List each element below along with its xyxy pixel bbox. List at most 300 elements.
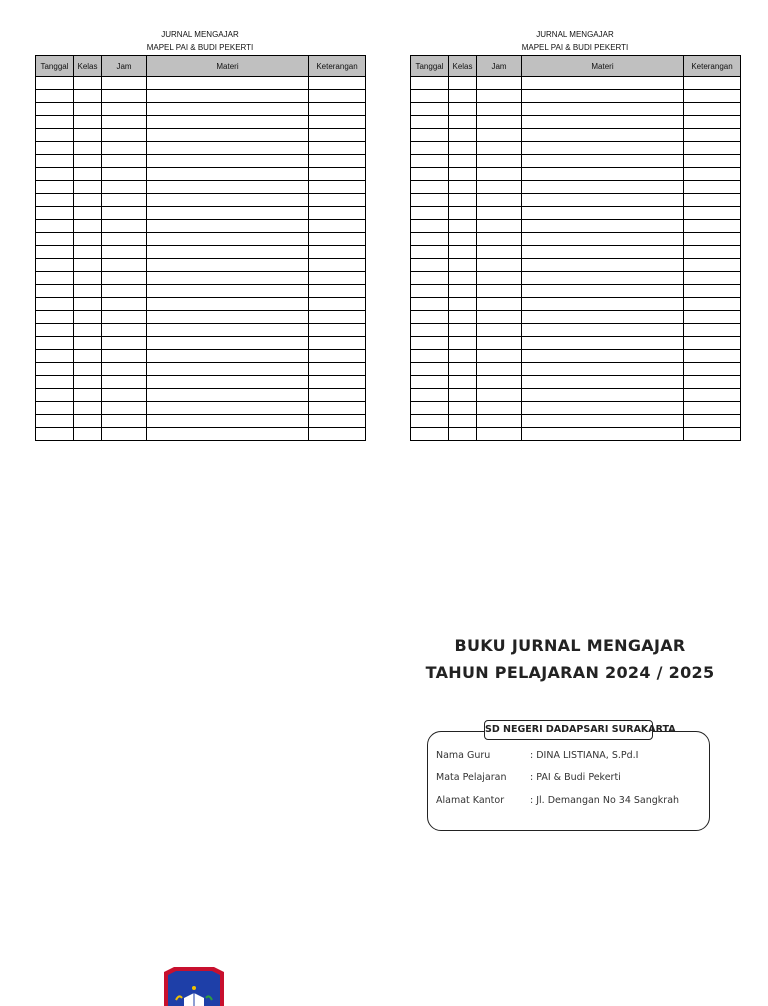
table-cell <box>477 389 522 402</box>
journal-title <box>35 28 365 54</box>
table-cell <box>102 298 147 311</box>
table-cell <box>74 246 102 259</box>
table-row <box>411 285 741 298</box>
table-cell <box>522 155 684 168</box>
table-cell <box>309 220 366 233</box>
table-cell <box>309 233 366 246</box>
table-cell <box>411 155 449 168</box>
table-row <box>411 402 741 415</box>
journal-grid <box>35 55 366 441</box>
journal-title-line2: MAPEL PAI & BUDI PEKERTI <box>146 43 254 52</box>
table-row <box>36 77 366 90</box>
table-cell <box>74 415 102 428</box>
table-cell <box>36 376 74 389</box>
table-cell <box>147 350 309 363</box>
table-cell <box>522 324 684 337</box>
table-cell <box>411 324 449 337</box>
table-cell <box>684 103 741 116</box>
table-cell <box>36 142 74 155</box>
table-cell <box>684 246 741 259</box>
table-cell <box>102 389 147 402</box>
info-row-office-address <box>436 795 679 806</box>
table-cell <box>74 116 102 129</box>
table-row <box>411 389 741 402</box>
table-cell <box>36 246 74 259</box>
table-cell <box>147 77 309 90</box>
table-cell <box>411 350 449 363</box>
table-cell <box>522 142 684 155</box>
table-cell <box>684 142 741 155</box>
table-cell <box>522 194 684 207</box>
table-cell <box>147 389 309 402</box>
table-cell <box>309 168 366 181</box>
table-cell <box>309 129 366 142</box>
table-row <box>36 155 366 168</box>
table-row <box>411 376 741 389</box>
col-header-keterangan: Keterangan <box>309 56 366 77</box>
table-cell <box>522 428 684 441</box>
table-cell <box>477 142 522 155</box>
table-cell <box>309 207 366 220</box>
table-row <box>411 129 741 142</box>
info-value: : DINA LISTIANA, S.Pd.I <box>530 750 639 761</box>
table-row <box>36 324 366 337</box>
table-cell <box>411 142 449 155</box>
table-cell <box>411 168 449 181</box>
table-cell <box>74 90 102 103</box>
table-row <box>36 246 366 259</box>
table-row <box>411 233 741 246</box>
table-cell <box>74 311 102 324</box>
table-row <box>411 90 741 103</box>
table-cell <box>309 103 366 116</box>
table-cell <box>309 428 366 441</box>
table-cell <box>102 116 147 129</box>
table-cell <box>684 77 741 90</box>
table-cell <box>147 415 309 428</box>
table-cell <box>309 142 366 155</box>
col-header-tanggal: Tanggal <box>411 56 449 77</box>
table-cell <box>102 142 147 155</box>
table-cell <box>522 233 684 246</box>
table-cell <box>74 363 102 376</box>
info-label: Alamat Kantor <box>436 795 505 806</box>
table-row <box>411 428 741 441</box>
table-row <box>411 168 741 181</box>
table-cell <box>147 207 309 220</box>
table-row <box>36 220 366 233</box>
table-cell <box>36 90 74 103</box>
table-cell <box>309 285 366 298</box>
table-cell <box>411 233 449 246</box>
table-row <box>36 207 366 220</box>
table-cell <box>102 428 147 441</box>
table-cell <box>522 129 684 142</box>
table-row <box>411 415 741 428</box>
table-cell <box>74 233 102 246</box>
table-cell <box>74 337 102 350</box>
table-cell <box>477 168 522 181</box>
table-cell <box>74 155 102 168</box>
table-cell <box>684 272 741 285</box>
table-cell <box>102 90 147 103</box>
school-name-label: SD NEGERI DADAPSARI SURAKARTA <box>484 720 653 740</box>
table-cell <box>477 324 522 337</box>
table-cell <box>74 285 102 298</box>
table-cell <box>477 376 522 389</box>
journal-title <box>410 28 740 54</box>
table-row <box>411 194 741 207</box>
col-header-materi: Materi <box>522 56 684 77</box>
table-cell <box>36 311 74 324</box>
journal-grid <box>410 55 741 441</box>
table-cell <box>449 337 477 350</box>
table-cell <box>102 103 147 116</box>
table-cell <box>147 272 309 285</box>
table-cell <box>36 389 74 402</box>
table-cell <box>411 77 449 90</box>
table-cell <box>74 350 102 363</box>
table-cell <box>36 155 74 168</box>
table-cell <box>147 116 309 129</box>
table-cell <box>147 194 309 207</box>
table-cell <box>411 194 449 207</box>
info-label: Nama Guru <box>436 750 491 761</box>
table-cell <box>411 272 449 285</box>
table-cell <box>522 402 684 415</box>
table-row <box>36 194 366 207</box>
table-row <box>36 233 366 246</box>
table-cell <box>102 363 147 376</box>
table-cell <box>309 402 366 415</box>
table-cell <box>477 220 522 233</box>
col-header-jam: Jam <box>102 56 147 77</box>
table-cell <box>102 415 147 428</box>
table-cell <box>477 77 522 90</box>
table-cell <box>147 246 309 259</box>
table-cell <box>309 337 366 350</box>
table-cell <box>309 90 366 103</box>
table-cell <box>522 168 684 181</box>
table-cell <box>411 337 449 350</box>
table-cell <box>36 233 74 246</box>
table-row <box>36 142 366 155</box>
table-cell <box>411 298 449 311</box>
table-cell <box>147 142 309 155</box>
table-cell <box>102 207 147 220</box>
table-row <box>411 155 741 168</box>
table-cell <box>684 155 741 168</box>
table-row <box>36 311 366 324</box>
table-cell <box>36 220 74 233</box>
table-cell <box>449 298 477 311</box>
table-cell <box>36 168 74 181</box>
table-cell <box>522 350 684 363</box>
table-cell <box>411 103 449 116</box>
journal-table-right <box>410 28 740 441</box>
table-cell <box>36 129 74 142</box>
table-cell <box>36 207 74 220</box>
table-row <box>36 402 366 415</box>
table-cell <box>147 220 309 233</box>
table-cell <box>309 246 366 259</box>
table-cell <box>102 350 147 363</box>
info-label: Mata Pelajaran <box>436 772 507 783</box>
table-cell <box>449 311 477 324</box>
table-row <box>36 259 366 272</box>
table-cell <box>36 116 74 129</box>
table-cell <box>147 233 309 246</box>
table-cell <box>102 168 147 181</box>
table-row <box>36 116 366 129</box>
table-cell <box>449 415 477 428</box>
table-row <box>36 337 366 350</box>
table-cell <box>411 311 449 324</box>
table-cell <box>411 246 449 259</box>
table-cell <box>102 246 147 259</box>
table-cell <box>74 77 102 90</box>
table-row <box>36 415 366 428</box>
table-cell <box>147 90 309 103</box>
table-cell <box>74 207 102 220</box>
table-row <box>36 285 366 298</box>
table-cell <box>102 376 147 389</box>
table-cell <box>411 402 449 415</box>
table-cell <box>449 389 477 402</box>
table-row <box>411 324 741 337</box>
table-cell <box>684 376 741 389</box>
table-cell <box>449 142 477 155</box>
table-cell <box>477 90 522 103</box>
table-row <box>411 298 741 311</box>
table-cell <box>147 402 309 415</box>
table-cell <box>147 259 309 272</box>
table-cell <box>74 389 102 402</box>
table-cell <box>411 181 449 194</box>
table-cell <box>147 285 309 298</box>
table-row <box>411 311 741 324</box>
table-cell <box>522 337 684 350</box>
table-cell <box>449 246 477 259</box>
table-cell <box>102 324 147 337</box>
table-cell <box>449 168 477 181</box>
col-header-keterangan: Keterangan <box>684 56 741 77</box>
table-cell <box>36 103 74 116</box>
table-cell <box>102 181 147 194</box>
table-cell <box>102 311 147 324</box>
table-cell <box>477 285 522 298</box>
table-cell <box>36 259 74 272</box>
table-cell <box>449 428 477 441</box>
journal-title-line1: JURNAL MENGAJAR <box>161 30 239 39</box>
table-cell <box>74 272 102 285</box>
table-cell <box>309 389 366 402</box>
table-row <box>36 363 366 376</box>
table-cell <box>147 311 309 324</box>
table-cell <box>477 337 522 350</box>
table-cell <box>102 272 147 285</box>
table-cell <box>477 363 522 376</box>
info-value: : Jl. Demangan No 34 Sangkrah <box>530 795 680 806</box>
table-cell <box>309 363 366 376</box>
table-row <box>411 350 741 363</box>
journal-title-line2: MAPEL PAI & BUDI PEKERTI <box>521 43 629 52</box>
table-row <box>36 129 366 142</box>
table-cell <box>411 207 449 220</box>
table-cell <box>411 285 449 298</box>
table-cell <box>74 181 102 194</box>
table-cell <box>102 402 147 415</box>
table-cell <box>411 415 449 428</box>
table-cell <box>522 298 684 311</box>
col-header-kelas: Kelas <box>449 56 477 77</box>
table-cell <box>411 376 449 389</box>
table-cell <box>522 246 684 259</box>
table-cell <box>102 129 147 142</box>
table-row <box>411 272 741 285</box>
table-cell <box>102 220 147 233</box>
table-row <box>36 103 366 116</box>
table-cell <box>309 376 366 389</box>
table-row <box>36 298 366 311</box>
table-row <box>36 168 366 181</box>
table-cell <box>309 116 366 129</box>
table-cell <box>522 376 684 389</box>
table-row <box>411 103 741 116</box>
table-cell <box>411 389 449 402</box>
table-row <box>411 246 741 259</box>
table-cell <box>102 77 147 90</box>
table-cell <box>522 220 684 233</box>
table-cell <box>449 220 477 233</box>
table-cell <box>449 77 477 90</box>
table-row <box>411 363 741 376</box>
table-cell <box>74 142 102 155</box>
info-value: : PAI & Budi Pekerti <box>530 772 621 783</box>
table-cell <box>309 298 366 311</box>
table-cell <box>309 77 366 90</box>
table-cell <box>684 363 741 376</box>
table-cell <box>684 207 741 220</box>
table-cell <box>147 363 309 376</box>
table-cell <box>522 90 684 103</box>
table-cell <box>477 311 522 324</box>
table-cell <box>411 428 449 441</box>
table-cell <box>477 402 522 415</box>
table-cell <box>522 272 684 285</box>
table-cell <box>684 259 741 272</box>
table-cell <box>36 337 74 350</box>
table-row <box>36 389 366 402</box>
table-cell <box>522 77 684 90</box>
table-cell <box>309 194 366 207</box>
table-cell <box>477 194 522 207</box>
table-row <box>411 220 741 233</box>
table-cell <box>449 90 477 103</box>
table-cell <box>147 129 309 142</box>
table-cell <box>411 90 449 103</box>
table-cell <box>684 285 741 298</box>
table-cell <box>36 285 74 298</box>
table-row <box>36 181 366 194</box>
table-cell <box>411 363 449 376</box>
table-cell <box>684 350 741 363</box>
table-cell <box>147 168 309 181</box>
table-cell <box>309 155 366 168</box>
table-cell <box>102 337 147 350</box>
table-cell <box>522 103 684 116</box>
table-cell <box>684 402 741 415</box>
table-row <box>411 207 741 220</box>
col-header-kelas: Kelas <box>74 56 102 77</box>
table-cell <box>684 298 741 311</box>
table-cell <box>684 129 741 142</box>
table-cell <box>411 129 449 142</box>
table-cell <box>684 220 741 233</box>
table-cell <box>74 129 102 142</box>
table-cell <box>684 324 741 337</box>
col-header-jam: Jam <box>477 56 522 77</box>
table-cell <box>449 103 477 116</box>
table-cell <box>522 415 684 428</box>
cover-title: BUKU JURNAL MENGAJAR <box>454 636 686 655</box>
table-cell <box>449 363 477 376</box>
table-cell <box>477 246 522 259</box>
table-cell <box>684 116 741 129</box>
table-cell <box>449 181 477 194</box>
table-cell <box>477 181 522 194</box>
table-cell <box>522 116 684 129</box>
table-cell <box>411 259 449 272</box>
table-cell <box>684 311 741 324</box>
table-cell <box>449 272 477 285</box>
table-cell <box>522 181 684 194</box>
table-cell <box>477 298 522 311</box>
table-cell <box>411 220 449 233</box>
table-cell <box>477 116 522 129</box>
school-emblem-icon <box>162 966 226 1006</box>
info-row-subject <box>436 772 621 783</box>
table-cell <box>74 220 102 233</box>
table-cell <box>309 181 366 194</box>
col-header-materi: Materi <box>147 56 309 77</box>
table-cell <box>477 155 522 168</box>
table-cell <box>449 259 477 272</box>
table-row <box>36 90 366 103</box>
table-cell <box>449 116 477 129</box>
table-cell <box>449 376 477 389</box>
table-cell <box>102 155 147 168</box>
table-cell <box>36 272 74 285</box>
table-cell <box>522 311 684 324</box>
table-cell <box>449 155 477 168</box>
table-cell <box>309 259 366 272</box>
table-cell <box>449 207 477 220</box>
table-cell <box>411 116 449 129</box>
table-cell <box>449 285 477 298</box>
table-cell <box>684 415 741 428</box>
table-cell <box>147 337 309 350</box>
table-cell <box>522 389 684 402</box>
table-cell <box>74 103 102 116</box>
table-cell <box>477 272 522 285</box>
table-row <box>36 428 366 441</box>
table-cell <box>477 428 522 441</box>
table-cell <box>36 77 74 90</box>
table-cell <box>36 194 74 207</box>
table-cell <box>102 233 147 246</box>
table-cell <box>74 259 102 272</box>
